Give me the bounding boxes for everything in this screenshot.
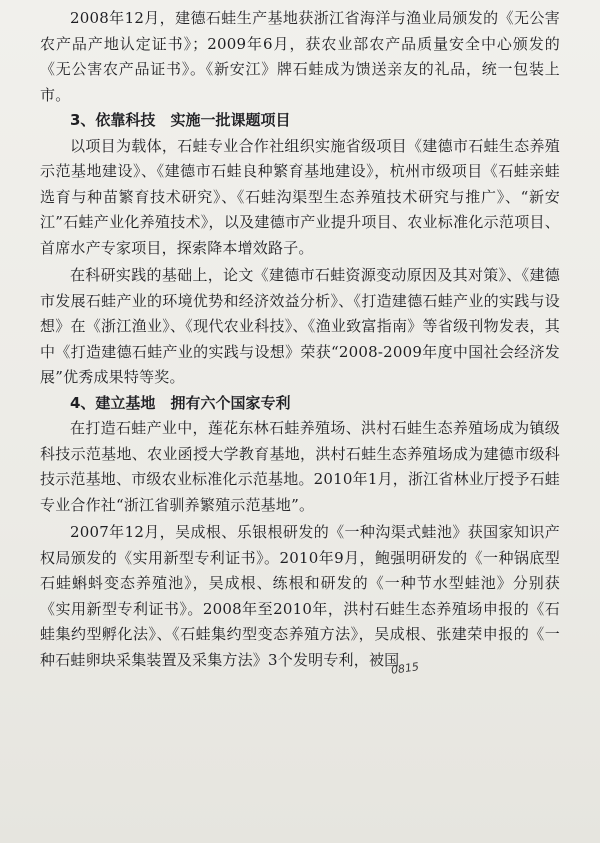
paragraph-patents: 2007年12月，吴成根、乐银根研发的《一种沟渠式蛙池》获国家知识产权局颁发的《实用新型专利证书》。2010年9月，鲍强明研发的《一种锅底型石蛙蝌蚪变态养殖池》，吴成根、练根和研发的《一种节水型蛙池》分别获《实用新型专利证书》。2008年至2010年，洪村石蛙生态养殖场申报的《石蛙集约型孵化法》、《石蛙集约型变态养殖方法》，吴成根、张建荣申报的《一种石蛙卵块采集装置及采集方法》3个发明专利，被国 (40, 523, 560, 669)
paragraph-certificates: 2008年12月，建德石蛙生产基地获浙江省海洋与渔业局颁发的《无公害农产品产地认定证书》；2009年6月，获农业部农产品质量安全中心颁发的《无公害农产品证书》。《新安江》牌石蛙成为馈送亲友的礼品，统一包装上市。 (40, 9, 560, 104)
paragraph-research: 在科研实践的基础上，论文《建德市石蛙资源变动原因及其对策》、《建德市发展石蛙产业的环境优势和经济效益分析》、《打造建德石蛙产业的实践与设想》在《浙江渔业》、《现代农业科技》、《渔业致富指南》等省级刊物发表，其中《打造建德石蛙产业的实践与设想》荣获“2008-2009年度中国社会经济发展”优秀成果特等奖。 (40, 266, 560, 386)
section-heading-4: 4、建立基地 拥有六个国家专利 (70, 393, 291, 412)
paragraph-bases: 在打造石蛙产业中，莲花东林石蛙养殖场、洪村石蛙生态养殖场成为镇级科技示范基地、农业函授大学教育基地，洪村石蛙生态养殖场成为建德市级科技示范基地、市级农业标准化示范基地。2010年1月，浙江省林业厅授予石蛙专业合作社“浙江省驯养繁殖示范基地”。 (40, 419, 560, 514)
handwritten-note: 0815 (390, 660, 420, 677)
section-heading-3: 3、依靠科技 实施一批课题项目 (70, 111, 291, 129)
paragraph-projects: 以项目为载体，石蛙专业合作社组织实施省级项目《建德市石蛙生态养殖示范基地建设》、《建德市石蛙良种繁育基地建设》，杭州市级项目《石蛙亲蛙选育与种苗繁育技术研究》、《石蛙沟渠型生态养殖技术研究与推广》、“新安江”石蛙产业化养殖技术》，以及建德市产业提升项目、农业标准化示范项目、首席水产专家项目，探索降本增效路子。 (40, 136, 560, 257)
